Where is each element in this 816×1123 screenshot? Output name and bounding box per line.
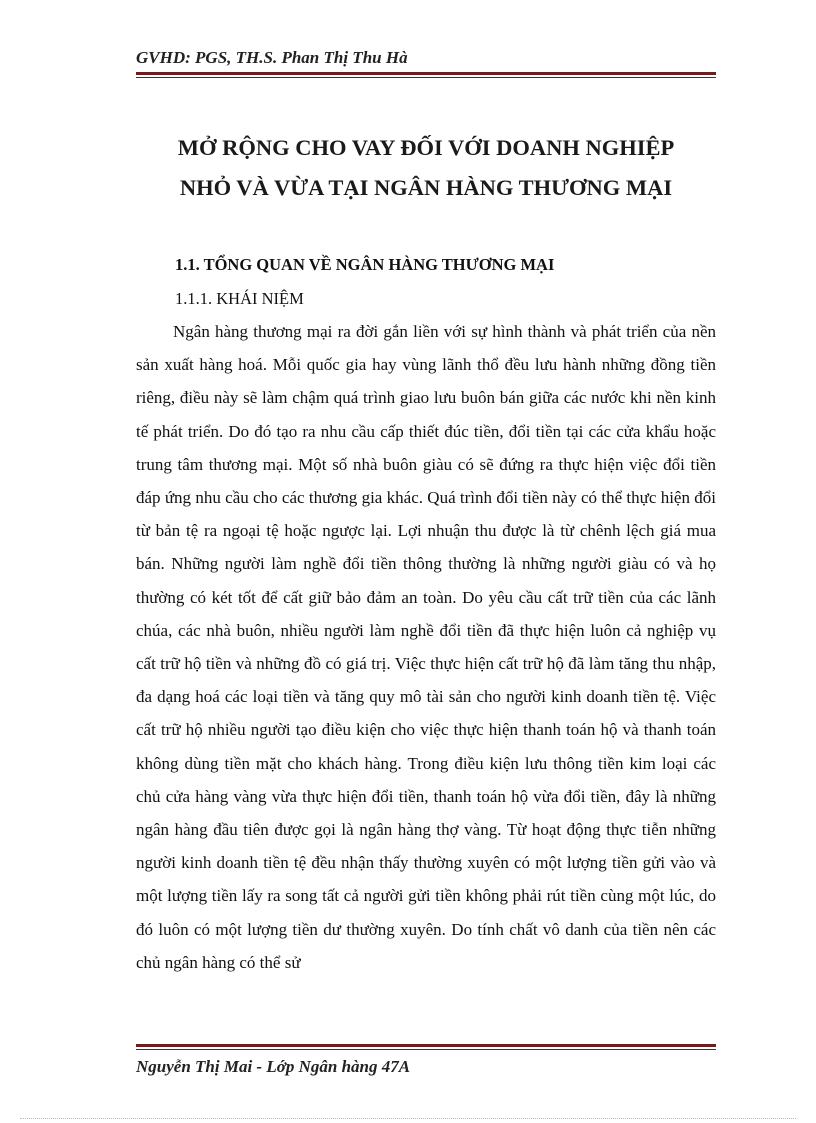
section-heading: 1.1. TỔNG QUAN VỀ NGÂN HÀNG THƯƠNG MẠI [175,255,555,274]
document-title [136,128,716,208]
title-line-1: MỞ RỘNG CHO VAY ĐỐI VỚI DOANH NGHIỆP [177,135,675,160]
title-line-2: NHỎ VÀ VỪA TẠI NGÂN HÀNG THƯƠNG MẠI [179,175,673,200]
page-footer: Nguyễn Thị Mai - Lớp Ngân hàng 47A [136,1057,411,1076]
page-header: GVHD: PGS, TH.S. Phan Thị Thu Hà [136,48,408,67]
page-edge [20,1118,796,1119]
body-paragraph: Ngân hàng thương mại ra đời gắn liền với sự hình thành và phát triển của nền sản xuất hàng hoá. Mỗi quốc gia hay vùng lãnh thổ đều lưu hành những đồng tiền riêng, điều này sẽ làm chậm quá trình giao lưu buôn bán giữa các nước khi nền kinh tế phát triển. Do đó tạo ra nhu cầu cấp thiết đúc tiền, đổi tiền tại các cửa khẩu hoặc trung tâm thương mại. Một số nhà buôn giàu có sẽ đứng ra thực hiện việc đổi tiền đáp ứng nhu cầu cho các thương gia khác. Quá trình đổi tiền này có thể thực hiện đổi từ bản tệ ra ngoại tệ hoặc ngược lại. Lợi nhuận thu được là từ chênh lệch giá mua bán. Những người làm nghề đổi tiền thông thường là những người giàu có và họ thường có két tốt để cất giữ bảo đảm an toàn. Do yêu cầu cất trữ tiền của các lãnh chúa, các nhà buôn, nhiều người làm nghề đổi tiền đã thực hiện luôn cả nghiệp vụ cất trữ hộ tiền và những đồ có giá trị. Việc thực hiện cất trữ hộ đã làm tăng thu nhập, đa dạng hoá các loại tiền và tăng quy mô tài sản cho người kinh doanh tiền tệ. Việc cất trữ hộ nhiều người tạo điều kiện cho việc thực hiện thanh toán hộ và thanh toán không dùng tiền mặt cho khách hàng. Trong điều kiện lưu thông tiền kim loại các chủ cửa hàng vàng vừa thực hiện đổi tiền, thanh toán hộ vừa đổi tiền, đây là những ngân hàng đầu tiên được gọi là ngân hàng thợ vàng. Từ hoạt động thực tiễn những người kinh doanh tiền tệ đều nhận thấy thường xuyên có một lượng tiền gửi vào và một lượng tiền lấy ra song tất cả người gửi tiền không phải rút tiền cùng một lúc, do đó luôn có một lượng tiền dư thường xuyên. Do tính chất vô danh của tiền nên các chủ ngân hàng có thể sử [136,322,716,972]
subsection-heading: 1.1.1. KHÁI NIỆM [175,289,304,308]
